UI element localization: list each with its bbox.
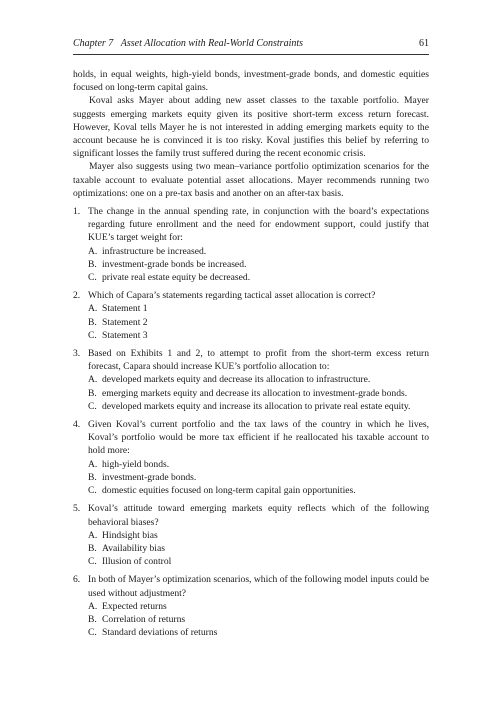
question-text: Koval’s attitude toward emerging markets equity reflects which of the following behavioral biases? — [88, 503, 429, 528]
answer-option — [88, 245, 429, 258]
question — [73, 347, 429, 413]
chapter-label: Chapter 7 — [73, 38, 114, 49]
option-letter: C. — [88, 627, 97, 639]
page-number: 61 — [419, 38, 429, 49]
option-letter: A. — [88, 529, 98, 541]
option-text: Statement 2 — [102, 316, 148, 328]
option-text: developed markets equity and decrease its allocation to infrastructure. — [102, 374, 371, 386]
option-text: Expected returns — [102, 600, 167, 612]
question-body — [88, 502, 429, 568]
question-body — [88, 573, 429, 639]
page-body — [73, 68, 429, 639]
question — [73, 205, 429, 284]
question-body — [88, 205, 429, 284]
option-letter: B. — [88, 613, 97, 625]
question-text: Given Koval’s current portfolio and the tax laws of the country in which he lives, Koval’s portfolio would be more tax efficient if he reallocated his taxable account to hold more: — [88, 419, 429, 457]
option-text: Statement 1 — [102, 303, 148, 315]
option-letter: B. — [88, 387, 97, 399]
question-text: Based on Exhibits 1 and 2, to attempt to profit from the short-term excess return forecast, Capara should increase KUE’s portfolio allocation to: — [88, 348, 429, 373]
answer-option — [88, 613, 429, 626]
question-list — [73, 205, 429, 639]
paragraph: Koval asks Mayer about adding new asset classes to the taxable portfolio. Mayer suggests emerging markets equity given its positive short-term excess return forecast. However, Koval tells Mayer he is not interested in adding emerging markets equity to the account because he is convinced it is too risky. Koval justifies this belief by referring to significant losses the family trust suffered during the recent economic crisis. — [73, 95, 429, 160]
answer-option — [88, 302, 429, 315]
answer-option — [88, 258, 429, 271]
option-text: emerging markets equity and decrease its allocation to investment-grade bonds. — [102, 387, 408, 399]
option-text: Availability bias — [102, 542, 165, 554]
option-letter: A. — [88, 303, 98, 315]
option-letter: B. — [88, 316, 97, 328]
option-letter: C. — [88, 329, 97, 341]
option-text: infrastructure be increased. — [102, 245, 207, 257]
answer-option — [88, 542, 429, 555]
option-text: high-yield bonds. — [102, 458, 170, 470]
option-text: Hindsight bias — [102, 529, 158, 541]
answer-option — [88, 555, 429, 568]
option-letter: A. — [88, 600, 98, 612]
option-letter: B. — [88, 542, 97, 554]
option-letter: B. — [88, 258, 97, 270]
option-letter: C. — [88, 400, 97, 412]
option-text: Illusion of control — [102, 556, 172, 568]
question-body — [88, 289, 429, 342]
running-header-title — [73, 38, 303, 49]
answer-option — [88, 373, 429, 386]
answer-option — [88, 271, 429, 284]
answer-option — [88, 316, 429, 329]
question-number: 1. — [73, 206, 81, 218]
question — [73, 418, 429, 497]
paragraph: holds, in equal weights, high-yield bonds, investment-grade bonds, and domestic equities focused on long-term capital gains. — [73, 69, 429, 94]
option-letter: C. — [88, 485, 97, 497]
answer-option — [88, 484, 429, 497]
option-text: Correlation of returns — [102, 613, 186, 625]
answer-option — [88, 529, 429, 542]
question-text: Which of Capara’s statements regarding tactical asset allocation is correct? — [88, 290, 376, 302]
option-text: developed markets equity and increase its allocation to private real estate equity. — [102, 400, 411, 412]
option-text: investment-grade bonds. — [102, 471, 197, 483]
question-number: 3. — [73, 348, 81, 360]
option-letter: A. — [88, 374, 98, 386]
chapter-title: Asset Allocation with Real-World Constraints — [120, 38, 304, 49]
option-text: Standard deviations of returns — [102, 627, 218, 639]
answer-option — [88, 400, 429, 413]
option-letter: B. — [88, 471, 97, 483]
question-number: 4. — [73, 419, 81, 431]
question-body — [88, 347, 429, 413]
running-header — [73, 38, 429, 49]
answer-option — [88, 471, 429, 484]
question-body — [88, 418, 429, 497]
option-text: domestic equities focused on long-term capital gain opportunities. — [102, 485, 356, 497]
option-letter: A. — [88, 458, 98, 470]
question-number: 6. — [73, 574, 81, 586]
question — [73, 502, 429, 568]
option-text: private real estate equity be decreased. — [102, 272, 251, 284]
question — [73, 573, 429, 639]
paragraph: Mayer also suggests using two mean–variance portfolio optimization scenarios for the taxable account to evaluate potential asset allocations. Mayer recommends running two optimizations: one on a pre-tax basis and another on an after-tax basis. — [73, 161, 429, 199]
question-text: In both of Mayer’s optimization scenarios, which of the following model inputs could be used without adjustment? — [88, 574, 429, 599]
answer-option — [88, 329, 429, 342]
option-letter: A. — [88, 245, 98, 257]
option-text: Statement 3 — [102, 329, 148, 341]
option-text: investment-grade bonds be increased. — [102, 258, 247, 270]
option-letter: C. — [88, 556, 97, 568]
question-text: The change in the annual spending rate, in conjunction with the board’s expectations regarding future enrollment and the need for endowment support, could justify that KUE’s target weight for: — [88, 206, 429, 244]
question — [73, 289, 429, 342]
option-letter: C. — [88, 272, 97, 284]
answer-option — [88, 458, 429, 471]
answer-option — [88, 600, 429, 613]
question-number: 2. — [73, 290, 81, 302]
answer-option — [88, 626, 429, 639]
header-rule — [73, 54, 429, 55]
answer-option — [88, 387, 429, 400]
question-number: 5. — [73, 503, 81, 515]
